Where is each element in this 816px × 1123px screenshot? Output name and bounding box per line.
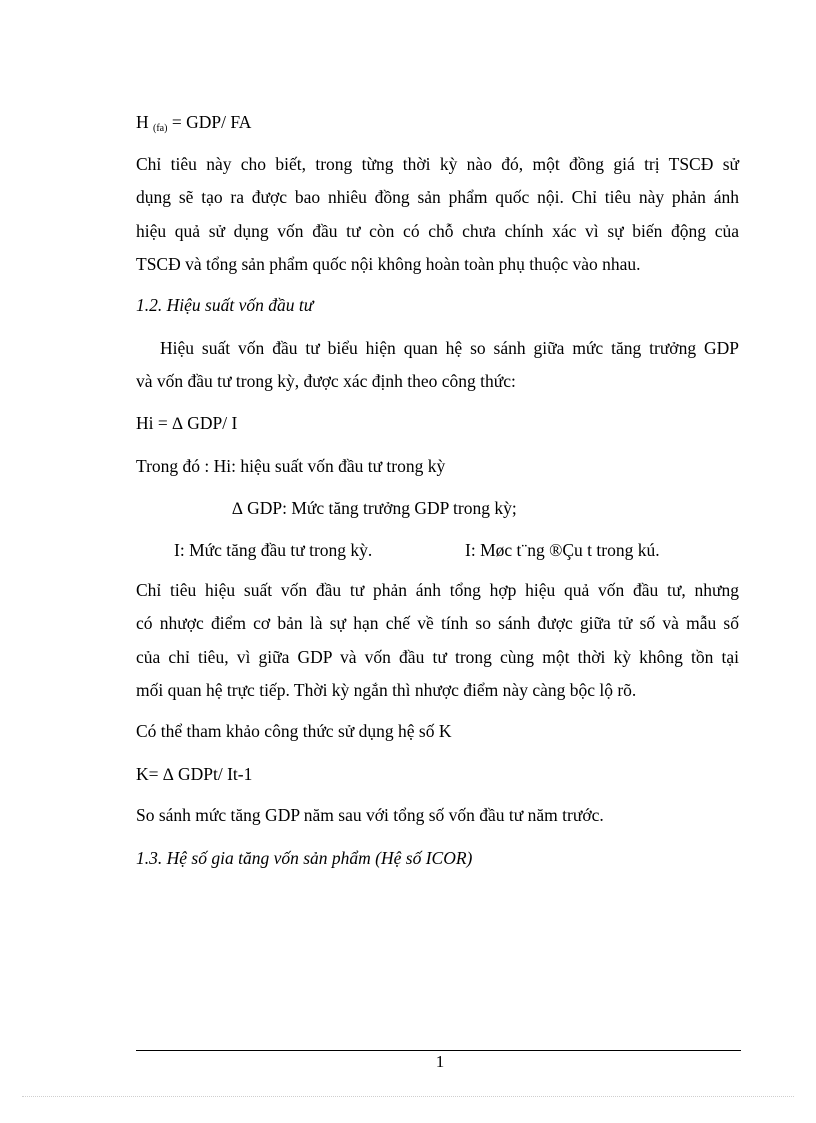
formula-hi: Hi = ∆ GDP/ I xyxy=(136,413,238,433)
para1-line2: dụng sẽ tạo ra được bao nhiêu đồng sản phẩm quốc nội. Chỉ tiêu này phản ánh xyxy=(136,187,739,207)
formula-h-fa: H $_{(fa)}$ = GDP/ FA xyxy=(136,112,252,134)
where-delta-gdp: ∆ GDP: Mức tăng trưởng GDP trong kỳ; xyxy=(232,498,517,518)
where-intro: Trong đó : Hi: hiệu suất vốn đầu tư trong kỳ xyxy=(136,456,446,476)
page-number: 1 xyxy=(435,1052,445,1071)
para3-line3: của chỉ tiêu, vì giữa GDP và vốn đầu tư trong cùng một thời kỳ không tồn tại xyxy=(136,647,739,667)
page-edge xyxy=(22,1096,794,1097)
para1-line1: Chỉ tiêu này cho biết, trong từng thời kỳ nào đó, một đồng giá trị TSCĐ sử xyxy=(136,154,739,174)
para3-line1: Chỉ tiêu hiệu suất vốn đầu tư phản ánh tổng hợp hiệu quả vốn đầu tư, nhưng xyxy=(136,580,739,600)
heading-1-2: 1.2. Hiệu suất vốn đầu tư xyxy=(136,295,314,315)
footer-rule xyxy=(136,1050,741,1051)
where-i-definition: I: Mức tăng đầu tư trong kỳ. xyxy=(174,540,373,560)
para1-line3: hiệu quả sử dụng vốn đầu tư còn có chỗ chưa chính xác vì sự biến động của xyxy=(136,221,739,241)
para2-line2: và vốn đầu tư trong kỳ, được xác định theo công thức: xyxy=(136,371,516,391)
formula-k: K= ∆ GDPt/ It-1 xyxy=(136,764,253,784)
para2-line1: Hiệu suất vốn đầu tư biểu hiện quan hệ so sánh giữa mức tăng trưởng GDP xyxy=(160,338,739,358)
para4: Có thể tham khảo công thức sử dụng hệ số K xyxy=(136,721,452,741)
para5: So sánh mức tăng GDP năm sau với tổng số vốn đầu tư năm trước. xyxy=(136,805,604,825)
where-i-garbled: I: Møc t¨ng ®Çu t trong kú. xyxy=(465,540,660,560)
para3-line2: có nhược điểm cơ bản là sự hạn chế về tính so sánh được giữa tử số và mẫu số xyxy=(136,613,739,633)
para1-line4: TSCĐ và tổng sản phẩm quốc nội không hoàn toàn phụ thuộc vào nhau. xyxy=(136,254,641,274)
para3-line4: mối quan hệ trực tiếp. Thời kỳ ngắn thì nhược điểm này càng bộc lộ rõ. xyxy=(136,680,637,700)
heading-1-3: 1.3. Hệ số gia tăng vốn sản phẩm (Hệ số ICOR) xyxy=(136,848,473,868)
